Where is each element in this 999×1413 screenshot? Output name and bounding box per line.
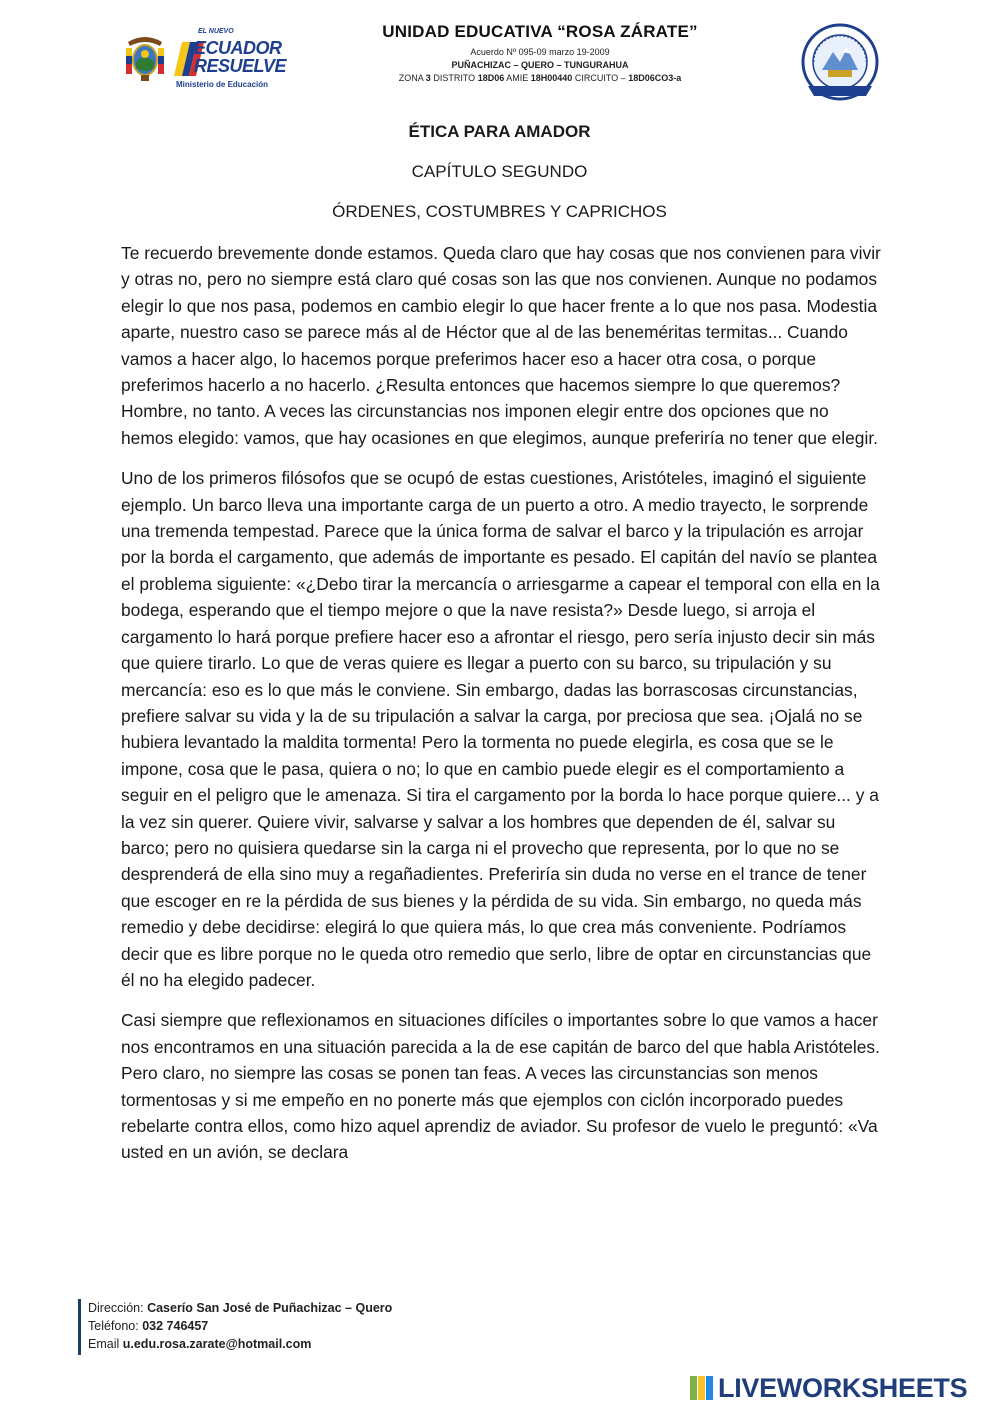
distrito-label: DISTRITO	[433, 73, 476, 83]
ministry-ecuador: ECUADOR	[194, 38, 282, 58]
chapter-title: CAPÍTULO SEGUNDO	[411, 162, 588, 181]
address-value: Caserío San José de Puñachizac – Quero	[147, 1301, 393, 1315]
address-label: Dirección:	[88, 1301, 144, 1315]
school-seal-icon	[800, 22, 880, 104]
acuerdo-line: Acuerdo Nº 095-09 marzo 19-2009	[470, 47, 610, 57]
book-title: ÉTICA PARA AMADOR	[408, 122, 591, 141]
zona-label: ZONA	[398, 73, 424, 83]
email-value: u.edu.rosa.zarate@hotmail.com	[122, 1337, 312, 1351]
liveworksheets-watermark	[690, 1373, 990, 1403]
ministry-el-nuevo: EL NUEVO	[198, 28, 234, 35]
school-name: UNIDAD EDUCATIVA “ROSA ZÁRATE”	[382, 22, 698, 41]
footer-address	[88, 1299, 392, 1317]
zona-line	[340, 73, 740, 83]
circuito-value: 18D06CO3-a	[628, 73, 682, 83]
distrito-value: 18D06	[477, 73, 505, 83]
paragraph-2: Uno de los primeros filósofos que se ocupó de estas cuestiones, Aristóteles, imaginó el siguiente ejemplo. Un barco lleva una importante carga de un puerto a otro. A medio trayecto, le sorprende una tremenda tempestad. Parece que la única forma de salvar el barco y la tripulación es arrojar por la borda el cargamento, que además de importante es pesado. El capitán del navío se plantea el problema siguiente: «¿Debo tirar la mercancía o arriesgarme a capear el temporal con ella en la bodega, esperando que el tiempo mejore o que la nave resista?» Desde luego, si arroja el cargamento lo hará porque prefiere hacer eso a afrontar el riesgo, pero sería injusto decir sin más que quiere tirarlo. Lo que de veras quiere es llegar a puerto con su barco, su tripulación y su mercancía: eso es lo que más le conviene. Sin embargo, dadas las borrascosas circunstancias, prefiere salvar su vida y la de su tripulación a salvar la carga, por preciosa que sea. ¡Ojalá no se hubiera levantado la maldita tormenta! Pero la tormenta no puede elegirla, es cosa que se le impone, cosa que le pasa, quiera o no; lo que en cambio puede elegir es el comportamiento a seguir en el peligro que le amenaza. Si tira el cargamento por la borda lo hace porque quiere... y a la vez sin querer. Quiere vivir, salvarse y salvar a los hombres que dependen de él, salvar su barco; pero no quisiera quedarse sin la carga ni el provecho que representa, por lo que no se desprenderá de ella sino muy a regañadientes. Preferiría sin duda no verse en el trance de tener que escoger en re la pérdida de sus bienes y la pérdida de su vida. Sin embargo, no queda más remedio y debe decidirse: elegirá lo que quiera más, lo que crea más conveniente. Podríamos decir que es libre porque no le queda otro remedio que serlo, libre de optar en circunstancias que él no ha elegido padecer.	[121, 468, 880, 990]
location-line: PUÑACHIZAC – QUERO – TUNGURAHUA	[451, 60, 629, 70]
liveworksheets-text: LIVEWORKSHEETS	[718, 1373, 968, 1403]
chapter-subtitle: ÓRDENES, COSTUMBRES Y CAPRICHOS	[332, 202, 667, 221]
footer-phone	[88, 1317, 392, 1335]
ministry-resuelve: RESUELVE	[194, 56, 287, 76]
zona-value: 3	[425, 73, 431, 83]
phone-label: Teléfono:	[88, 1319, 139, 1333]
amie-label: AMIE	[506, 73, 529, 83]
paragraph-1: Te recuerdo brevemente donde estamos. Queda claro que hay cosas que nos convienen para vivir y otras no, pero no siempre está claro qué cosas son las que nos convienen. Aunque no podamos elegir lo que nos pasa, podemos en cambio elegir lo que hacer frente a lo que nos pasa. Modestia aparte, nuestro caso se parece más al de Héctor que al de las beneméritas termitas... Cuando vamos a hacer algo, lo hacemos porque preferimos hacer eso a hacer otra cosa, o porque preferimos hacerlo a no hacerlo. ¿Resulta entonces que hacemos siempre lo que queremos? Hombre, no tanto. A veces las circunstancias nos imponen elegir entre dos opciones que no hemos elegido: vamos, que hay ocasiones en que elegimos, aunque preferiría no tener que elegir.	[121, 243, 881, 448]
ministry-name: Ministerio de Educación	[176, 80, 269, 89]
email-label: Email	[88, 1337, 120, 1351]
document-body	[121, 240, 881, 1180]
ecuador-coat-of-arms-icon	[124, 32, 166, 84]
ministry-logo	[172, 28, 287, 92]
document-header	[0, 0, 999, 110]
footer-email	[88, 1335, 392, 1353]
paragraph-3: Casi siempre que reflexionamos en situaciones difíciles o importantes sobre lo que vamos a hacer nos encontramos en una situación parecida a la de ese capitán de barco del que habla Aristóteles. Pero claro, no siempre las cosas se ponen tan feas. A veces las circunstancias son menos tormentosas y si me empeño en no ponerte más que ejemplos con ciclón incorporado puedes rebelarte contra ellos, como hizo aquel aprendiz de aviador. Su profesor de vuelo le preguntó: «Va usted en un avión, se declara	[121, 1010, 880, 1163]
circuito-label: CIRCUITO –	[574, 73, 626, 83]
liveworksheets-logo-icon	[690, 1376, 714, 1400]
document-titles	[0, 122, 999, 224]
school-info	[340, 22, 740, 83]
phone-value: 032 746457	[142, 1319, 209, 1333]
amie-value: 18H00440	[530, 73, 573, 83]
document-footer	[78, 1299, 392, 1355]
